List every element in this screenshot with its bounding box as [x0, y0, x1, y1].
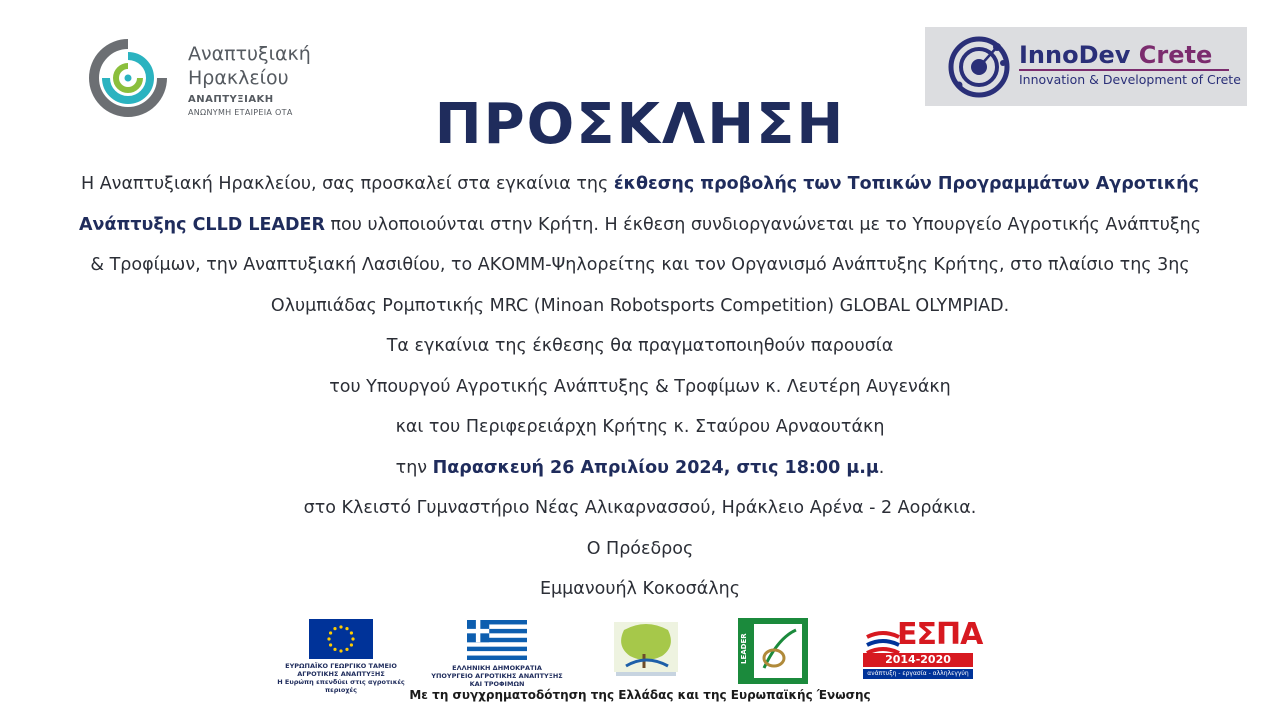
- gr-caption-line1: ΕΛΛΗΝΙΚΗ ΔΗΜΟΚΡΑΤΙΑ: [452, 664, 542, 672]
- body-line-5: Τα εγκαίνια της έκθεσης θα πραγματοποιηθούν παρουσία: [386, 336, 894, 356]
- event-venue: στο Κλειστό Γυμναστήριο Νέας Αλικαρνασσού, Ηράκλειο Αρένα - 2 Αοράκια.: [303, 498, 977, 518]
- body-line-3: & Τροφίμων, την Αναπτυξιακή Λασιθίου, το ΑΚΟΜΜ-Ψηλορείτης και τον Οργανισμό Ανάπτυξης Κρήτης, στο πλαίσιο της 3ης: [90, 255, 1190, 275]
- gr-caption-line2: ΥΠΟΥΡΓΕΙΟ ΑΓΡΟΤΙΚΗΣ ΑΝΑΠΤΥΞΗΣ ΚΑΙ ΤΡΟΦΙΜΩΝ: [431, 672, 563, 688]
- innodev-title: [1019, 41, 1212, 69]
- eu-caption-line2: Η Ευρώπη επενδύει στις αγροτικές περιοχές: [277, 678, 405, 694]
- body-text: που υλοποιούνται στην Κρήτη. Η έκθεση συνδιοργανώνεται με το Υπουργείο Αγροτικής Ανάπτυξης: [324, 214, 1201, 235]
- logo-name-line1: Αναπτυξιακή: [188, 43, 311, 65]
- greek-flag-icon: [466, 620, 528, 660]
- espa-tagline: ανάπτυξη - εργασία - αλληλεγγύη: [863, 669, 973, 679]
- logo-name: [188, 42, 311, 90]
- body-line-7: και του Περιφερειάρχη Κρήτης κ. Σταύρου Αρναουτάκη: [395, 417, 885, 437]
- body-line-6: του Υπουργού Αγροτικής Ανάπτυξης & Τροφίμων κ. Λευτέρη Αυγενάκη: [329, 376, 951, 397]
- signatory-name: Εμμανουήλ Κοκοσάλης: [539, 579, 741, 599]
- event-date: Παρασκευή 26 Απριλίου 2024, στις 18:00 μ.μ: [432, 457, 879, 478]
- event-date-line: [20, 448, 1260, 489]
- innodev-subtitle: Innovation & Development of Crete: [1019, 72, 1241, 87]
- espa-logo: [863, 617, 983, 689]
- logo-company-type: ΑΝΩΝΥΜΗ ΕΤΑΙΡΕΙΑ ΟΤΑ: [188, 108, 293, 117]
- logo-name-line2: Ηρακλείου: [188, 67, 289, 89]
- innodev-title-part2: Crete: [1138, 41, 1213, 69]
- body-text: Η Αναπτυξιακή Ηρακλείου, σας προσκαλεί στα εγκαίνια της: [80, 174, 614, 194]
- eu-caption-line1: ΕΥΡΩΠΑΪΚΟ ΓΕΩΡΓΙΚΟ ΤΑΜΕΙΟ ΑΓΡΟΤΙΚΗΣ ΑΝΑΠΤΥΞΗΣ: [285, 662, 397, 678]
- espa-years: 2014-2020: [863, 653, 973, 667]
- innodev-title-part1: InnoDev: [1019, 41, 1131, 69]
- leader-logo-icon: [738, 618, 808, 684]
- funding-logos: [0, 615, 1280, 695]
- innodev-circuit-icon: [947, 35, 1013, 99]
- signatory-title: Ο Πρόεδρος: [586, 538, 694, 559]
- body-emphasis: έκθεσης προβολής των Τοπικών Προγραμμάτων Αγροτικής: [613, 174, 1200, 194]
- body-emphasis: Ανάπτυξης CLLD LEADER: [79, 214, 325, 235]
- greek-ministry-caption: [430, 664, 564, 688]
- eu-flag-icon: [309, 619, 373, 659]
- cofinancing-statement: Με τη συγχρηματοδότηση της Ελλάδας και της Ευρωπαϊκής Ένωσης: [409, 688, 871, 702]
- body-line-2: [20, 205, 1260, 246]
- innodev-divider: [1019, 69, 1229, 71]
- invitation-title: ΠΡΟΣΚΛΗΣΗ: [434, 92, 846, 157]
- espa-title: ΕΣΠΑ: [897, 617, 983, 652]
- leader-label: LEADER: [740, 633, 748, 664]
- logo-subtitle: ΑΝΑΠΤΥΞΙΑΚΗ: [188, 94, 274, 105]
- body-line-4: Ολυμπιάδας Ρομποτικής MRC (Minoan Robotsports Competition) GLOBAL OLYMPIAD.: [270, 295, 1010, 316]
- body-text: .: [878, 457, 885, 478]
- invitation-body: [20, 164, 1260, 610]
- body-line-1: [20, 164, 1260, 205]
- body-text: την: [395, 457, 433, 478]
- rural-development-program-icon: [610, 620, 682, 678]
